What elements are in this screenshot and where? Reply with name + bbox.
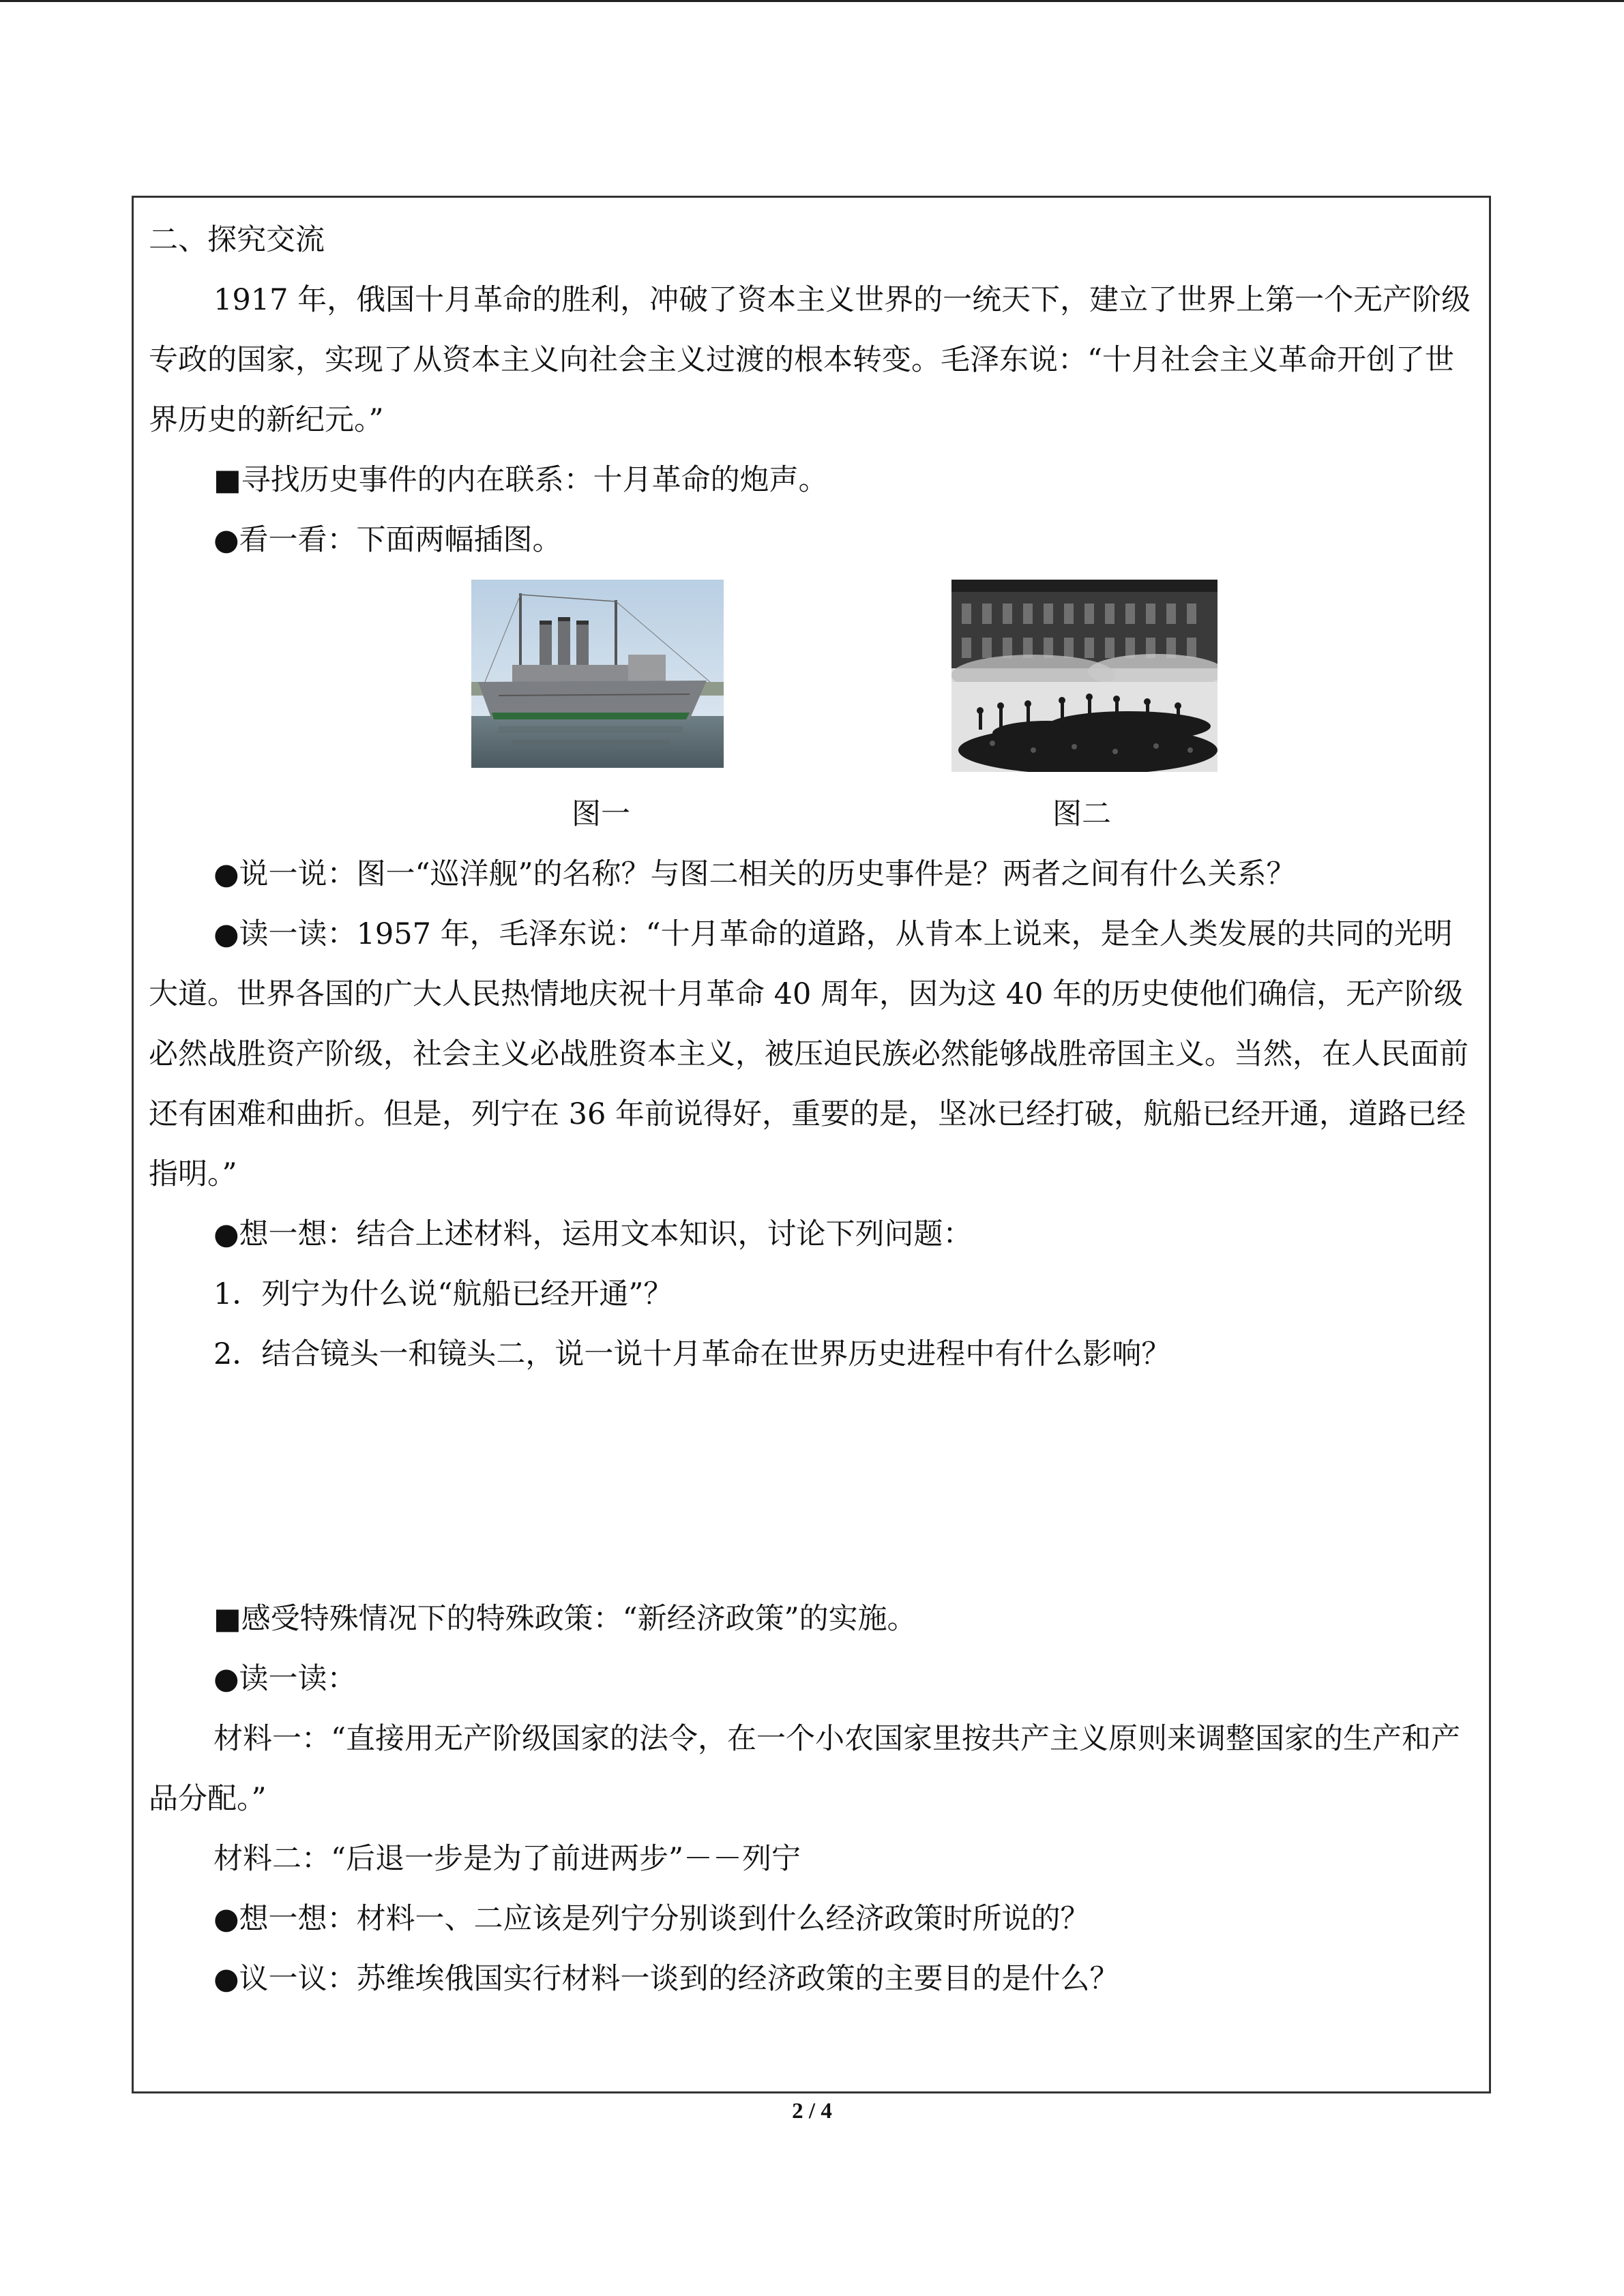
say-prompt: ●说一说：图一“巡洋舰”的名称？与图二相关的历史事件是？两者之间有什么关系？: [213, 857, 1296, 891]
page-number: 2 / 4: [792, 2099, 832, 2123]
figure1-caption: 图一: [572, 797, 630, 831]
answer-space: [149, 1384, 1472, 1589]
think-prompt-1: ●想一想：结合上述材料，运用文本知识，讨论下列问题：: [213, 1217, 973, 1251]
read-paragraph-1: ●读一读：1957 年，毛泽东说：“十月革命的道路，从肯本上说来，是全人类发展的共同的光明大道。世界各国的广大人民热情地庆祝十月革命 40 周年，因为这 40 年的历史使他们确信，无产阶级必然战胜资产阶级，社会主义必战胜资本主义，被压迫民族必然能够战胜帝国主义。当然，在人民面前还有困难和曲折。但是，列宁在 36 年前说得好，重要的是，坚冰已经打破，航船已经开通，道路已经指明。”: [149, 917, 1468, 1191]
topic2-heading: ■感受特殊情况下的特殊政策：“新经济政策”的实施。: [213, 1602, 917, 1636]
intro-paragraph: 1917 年，俄国十月革命的胜利，冲破了资本主义世界的一统天下，建立了世界上第一个无产阶级专政的国家，实现了从资本主义向社会主义过渡的根本转变。毛泽东说：“十月社会主义革命开创了世界历史的新纪元。”: [149, 283, 1471, 437]
figure-captions: [149, 784, 1472, 844]
look-prompt: ●看一看：下面两幅插图。: [213, 523, 562, 557]
material-1: 材料一：“直接用无产阶级国家的法令，在一个小农国家里按共产主义原则来调整国家的生产和产品分配。”: [149, 1722, 1460, 1816]
read-prompt-2: ●读一读：: [213, 1662, 357, 1696]
question-1: 1．列宁为什么说“航船已经开通”？: [213, 1277, 673, 1311]
discuss-prompt: ●议一议：苏维埃俄国实行材料一谈到的经济政策的主要目的是什么？: [213, 1962, 1119, 1996]
material-2: 材料二：“后退一步是为了前进两步”－－列宁: [213, 1842, 801, 1876]
question-2: 2．结合镜头一和镜头二，说一说十月革命在世界历史进程中有什么影响？: [213, 1337, 1171, 1371]
section-title: 二、探究交流: [149, 223, 325, 257]
topic1-heading: ■寻找历史事件的内在联系：十月革命的炮声。: [213, 463, 828, 497]
storming-photo: [951, 580, 1217, 772]
figures-row: [149, 580, 1472, 784]
document-body: [149, 210, 1472, 2009]
top-rule: [0, 0, 1624, 2]
cruiser-photo: [471, 580, 724, 768]
think-prompt-2: ●想一想：材料一、二应该是列宁分别谈到什么经济政策时所说的？: [213, 1902, 1090, 1936]
figure2-caption: 图二: [1052, 797, 1111, 831]
